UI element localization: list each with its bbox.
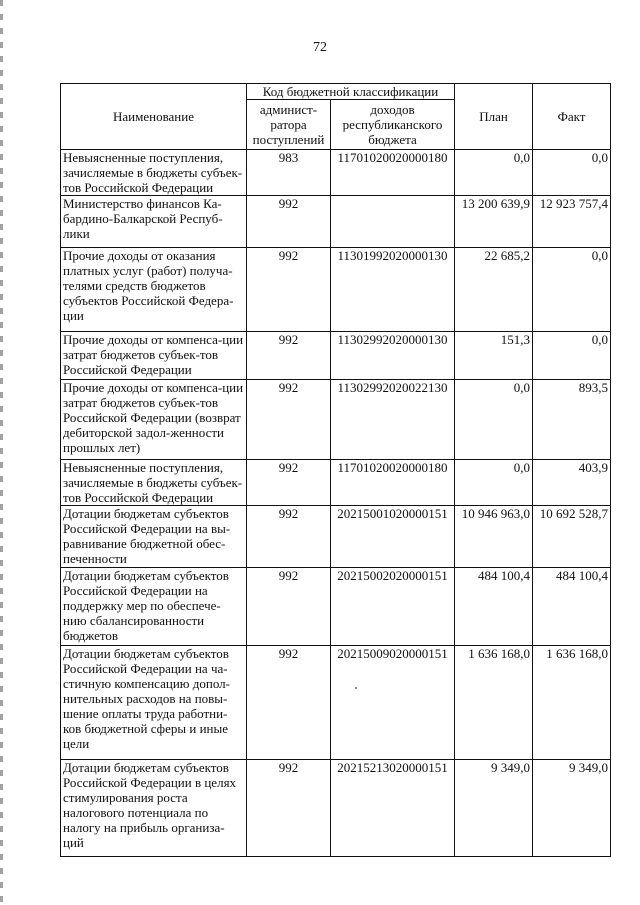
cell-plan: 22 685,2	[455, 248, 533, 332]
cell-plan: 0,0	[455, 380, 533, 460]
cell-admin: 983	[247, 150, 331, 196]
cell-fact: 10 692 528,7	[533, 506, 611, 568]
cell-admin: 992	[247, 380, 331, 460]
cell-admin: 992	[247, 196, 331, 248]
table-row	[61, 380, 611, 460]
table-row	[61, 568, 611, 646]
header-admin: админист-ратора поступлений	[247, 100, 331, 150]
cell-plan: 9 349,0	[455, 760, 533, 857]
cell-name: Прочие доходы от оказания платных услуг (работ) получа-телями средств бюджетов субъектов Российской Федера-ции	[61, 248, 247, 332]
table-row	[61, 506, 611, 568]
table-row	[61, 460, 611, 506]
cell-name: Прочие доходы от компенса-ции затрат бюджетов субъек-тов Российской Федерации (возврат дебиторской задол-женности прошлых лет)	[61, 380, 247, 460]
cell-admin: 992	[247, 760, 331, 857]
cell-name: Дотации бюджетам субъектов Российской Федерации в целях стимулирования роста налогового потенциала по налогу на прибыль организа-ций	[61, 760, 247, 857]
cell-fact: 893,5	[533, 380, 611, 460]
cell-code: 11301992020000130	[331, 248, 455, 332]
cell-code: 20215001020000151	[331, 506, 455, 568]
cell-fact: 0,0	[533, 332, 611, 380]
cell-fact: 0,0	[533, 248, 611, 332]
cell-name: Дотации бюджетам субъектов Российской Федерации на вы-равнивание бюджетной обес-печенности	[61, 506, 247, 568]
table-body	[61, 150, 611, 857]
cell-admin: 992	[247, 460, 331, 506]
cell-admin: 992	[247, 568, 331, 646]
table-row	[61, 196, 611, 248]
cell-admin: 992	[247, 332, 331, 380]
cell-admin: 992	[247, 506, 331, 568]
cell-fact: 12 923 757,4	[533, 196, 611, 248]
header-income: доходов республиканского бюджета	[331, 100, 455, 150]
cell-plan: 151,3	[455, 332, 533, 380]
table-row	[61, 760, 611, 857]
cell-name: Дотации бюджетам субъектов Российской Федерации на ча-стичную компенсацию допол-нительных расходов на повы-шение оплаты труда работни-ков бюджетной сферы и иные цели	[61, 646, 247, 760]
cell-plan: 10 946 963,0	[455, 506, 533, 568]
cell-code: 11302992020022130	[331, 380, 455, 460]
header-plan: План	[455, 84, 533, 150]
cell-name: Дотации бюджетам субъектов Российской Федерации на поддержку мер по обеспече-нию сбалансированности бюджетов	[61, 568, 247, 646]
cell-code: 11302992020000130	[331, 332, 455, 380]
cell-name: Министерство финансов Ка-бардино-Балкарской Респуб-лики	[61, 196, 247, 248]
table-row	[61, 248, 611, 332]
cell-code: 20215002020000151	[331, 568, 455, 646]
cell-name: Прочие доходы от компенса-ции затрат бюджетов субъек-тов Российской Федерации	[61, 332, 247, 380]
table-row	[61, 646, 611, 760]
cell-plan: 1 636 168,0	[455, 646, 533, 760]
cell-code: 11701020020000180	[331, 150, 455, 196]
cell-code: 20215213020000151	[331, 760, 455, 857]
cell-fact: 484 100,4	[533, 568, 611, 646]
cell-fact: 1 636 168,0	[533, 646, 611, 760]
cell-fact: 9 349,0	[533, 760, 611, 857]
cell-name: Невыясненные поступления, зачисляемые в бюджеты субъек-тов Российской Федерации	[61, 150, 247, 196]
header-fact: Факт	[533, 84, 611, 150]
header-name: Наименование	[61, 84, 247, 150]
page-number: 72	[313, 40, 327, 55]
table-row	[61, 150, 611, 196]
scan-speck	[355, 687, 357, 689]
cell-code: 11701020020000180	[331, 460, 455, 506]
scan-left-edge	[0, 0, 3, 905]
header-code-group: Код бюджетной классификации	[247, 84, 455, 100]
table-row	[61, 332, 611, 380]
cell-code	[331, 196, 455, 248]
cell-fact: 0,0	[533, 150, 611, 196]
cell-plan: 0,0	[455, 460, 533, 506]
budget-table	[60, 83, 611, 857]
cell-admin: 992	[247, 646, 331, 760]
cell-code: 20215009020000151	[331, 646, 455, 760]
cell-name: Невыясненные поступления, зачисляемые в бюджеты субъек-тов Российской Федерации	[61, 460, 247, 506]
table-header	[61, 84, 611, 150]
cell-plan: 484 100,4	[455, 568, 533, 646]
cell-plan: 13 200 639,9	[455, 196, 533, 248]
cell-plan: 0,0	[455, 150, 533, 196]
cell-admin: 992	[247, 248, 331, 332]
cell-fact: 403,9	[533, 460, 611, 506]
